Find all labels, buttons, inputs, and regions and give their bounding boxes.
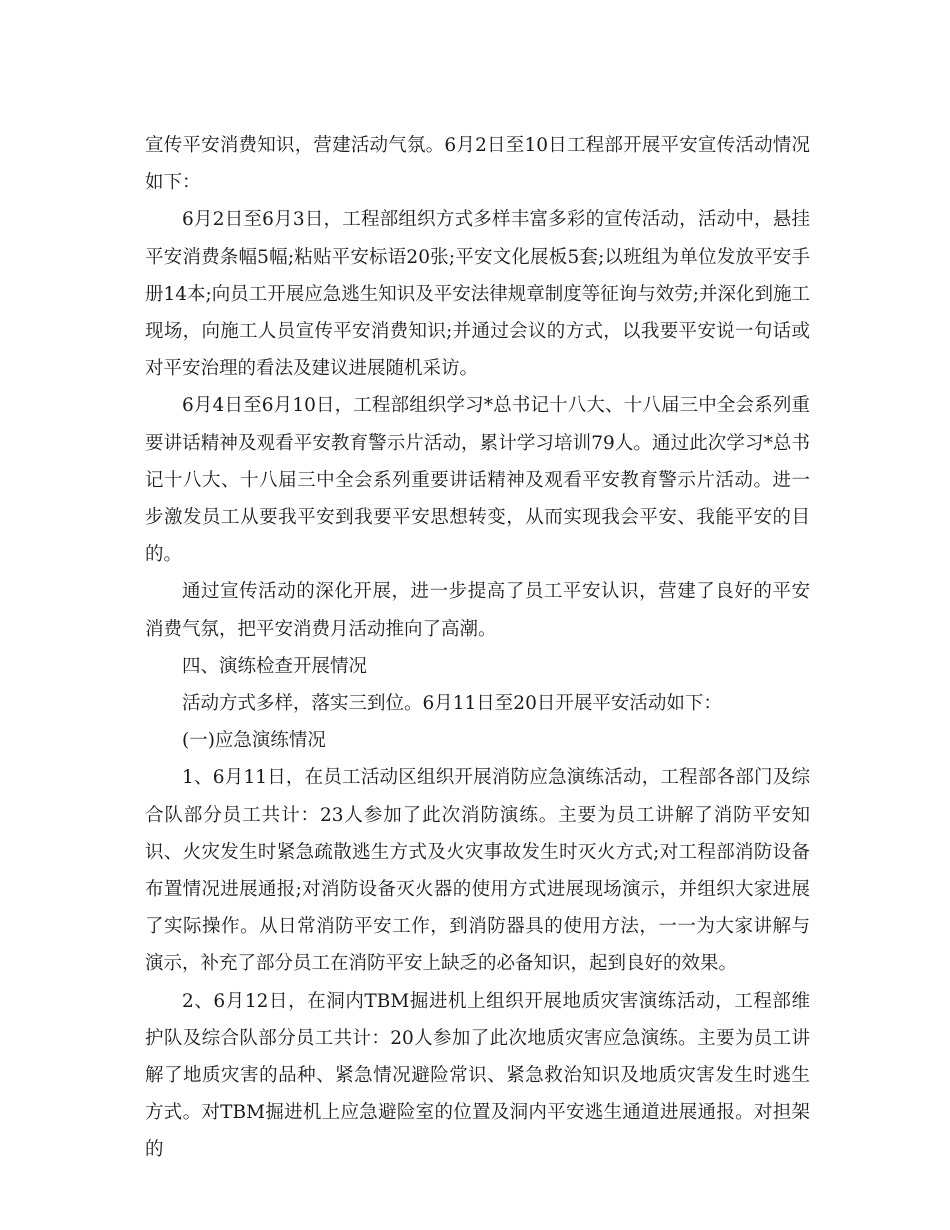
document-body [145, 127, 810, 1169]
paragraph-4: 通过宣传活动的深化开展，进一步提高了员工平安认识，营建了良好的平安消费气氛，把平安消费月活动推向了高潮。 [145, 581, 810, 640]
section-heading: 四、演练检查开展情况 [182, 655, 368, 677]
paragraph-2: 6月2日至6月3日，工程部组织方式多样丰富多彩的宣传活动，活动中，悬挂平安消费条幅5幅;粘贴平安标语20张;平安文化展板5套;以班组为单位发放平安手册14本;向员工开展应急逃生知识及平安法律规章制度等征询与效劳;并深化到施工现场，向施工人员宣传平安消费知识;并通过会议的方式，以我要平安说一句话或对平安治理的看法及建议进展随机采访。 [145, 209, 811, 380]
paragraph-5: 活动方式多样，落实三到位。6月11日至20日开展平安活动如下： [182, 693, 722, 715]
paragraph-1: 宣传平安消费知识，营建活动气氛。6月2日至10日工程部开展平安宣传活动情况如下： [145, 135, 810, 194]
paragraph-6: 1、6月11日，在员工活动区组织开展消防应急演练活动，工程部各部门及综合队部分员工共计：23人参加了此次消防演练。主要为员工讲解了消防平安知识、火灾发生时紧急疏散逃生方式及火灾事故发生时灭火方式;对工程部消防设备布置情况进展通报;对消防设备灭火器的使用方式进展现场演示，并组织大家进展了实际操作。从日常消防平安工作，到消防器具的使用方法，一一为大家讲解与演示，补充了部分员工在消防平安上缺乏的必备知识，起到良好的效果。 [145, 767, 810, 975]
subsection-heading: (一)应急演练情况 [182, 730, 326, 752]
paragraph-7: 2、6月12日，在洞内TBM掘进机上组织开展地质灾害演练活动，工程部维护队及综合队部分员工共计：20人参加了此次地质灾害应急演练。主要为员工讲解了地质灾害的品种、紧急情况避险常识、紧急救治知识及地质灾害发生时逃生方式。对TBM掘进机上应急避险室的位置及洞内平安逃生通道进展通报。对担架的 [145, 990, 810, 1161]
paragraph-3: 6月4日至6月10日，工程部组织学习*总书记十八大、十八届三中全会系列重要讲话精神及观看平安教育警示片活动，累计学习培训79人。通过此次学习*总书记十八大、十八届三中全会系列重要讲话精神及观看平安教育警示片活动。进一步激发员工从要我平安到我要平安思想转变，从而实现我会平安、我能平安的目的。 [145, 395, 810, 566]
